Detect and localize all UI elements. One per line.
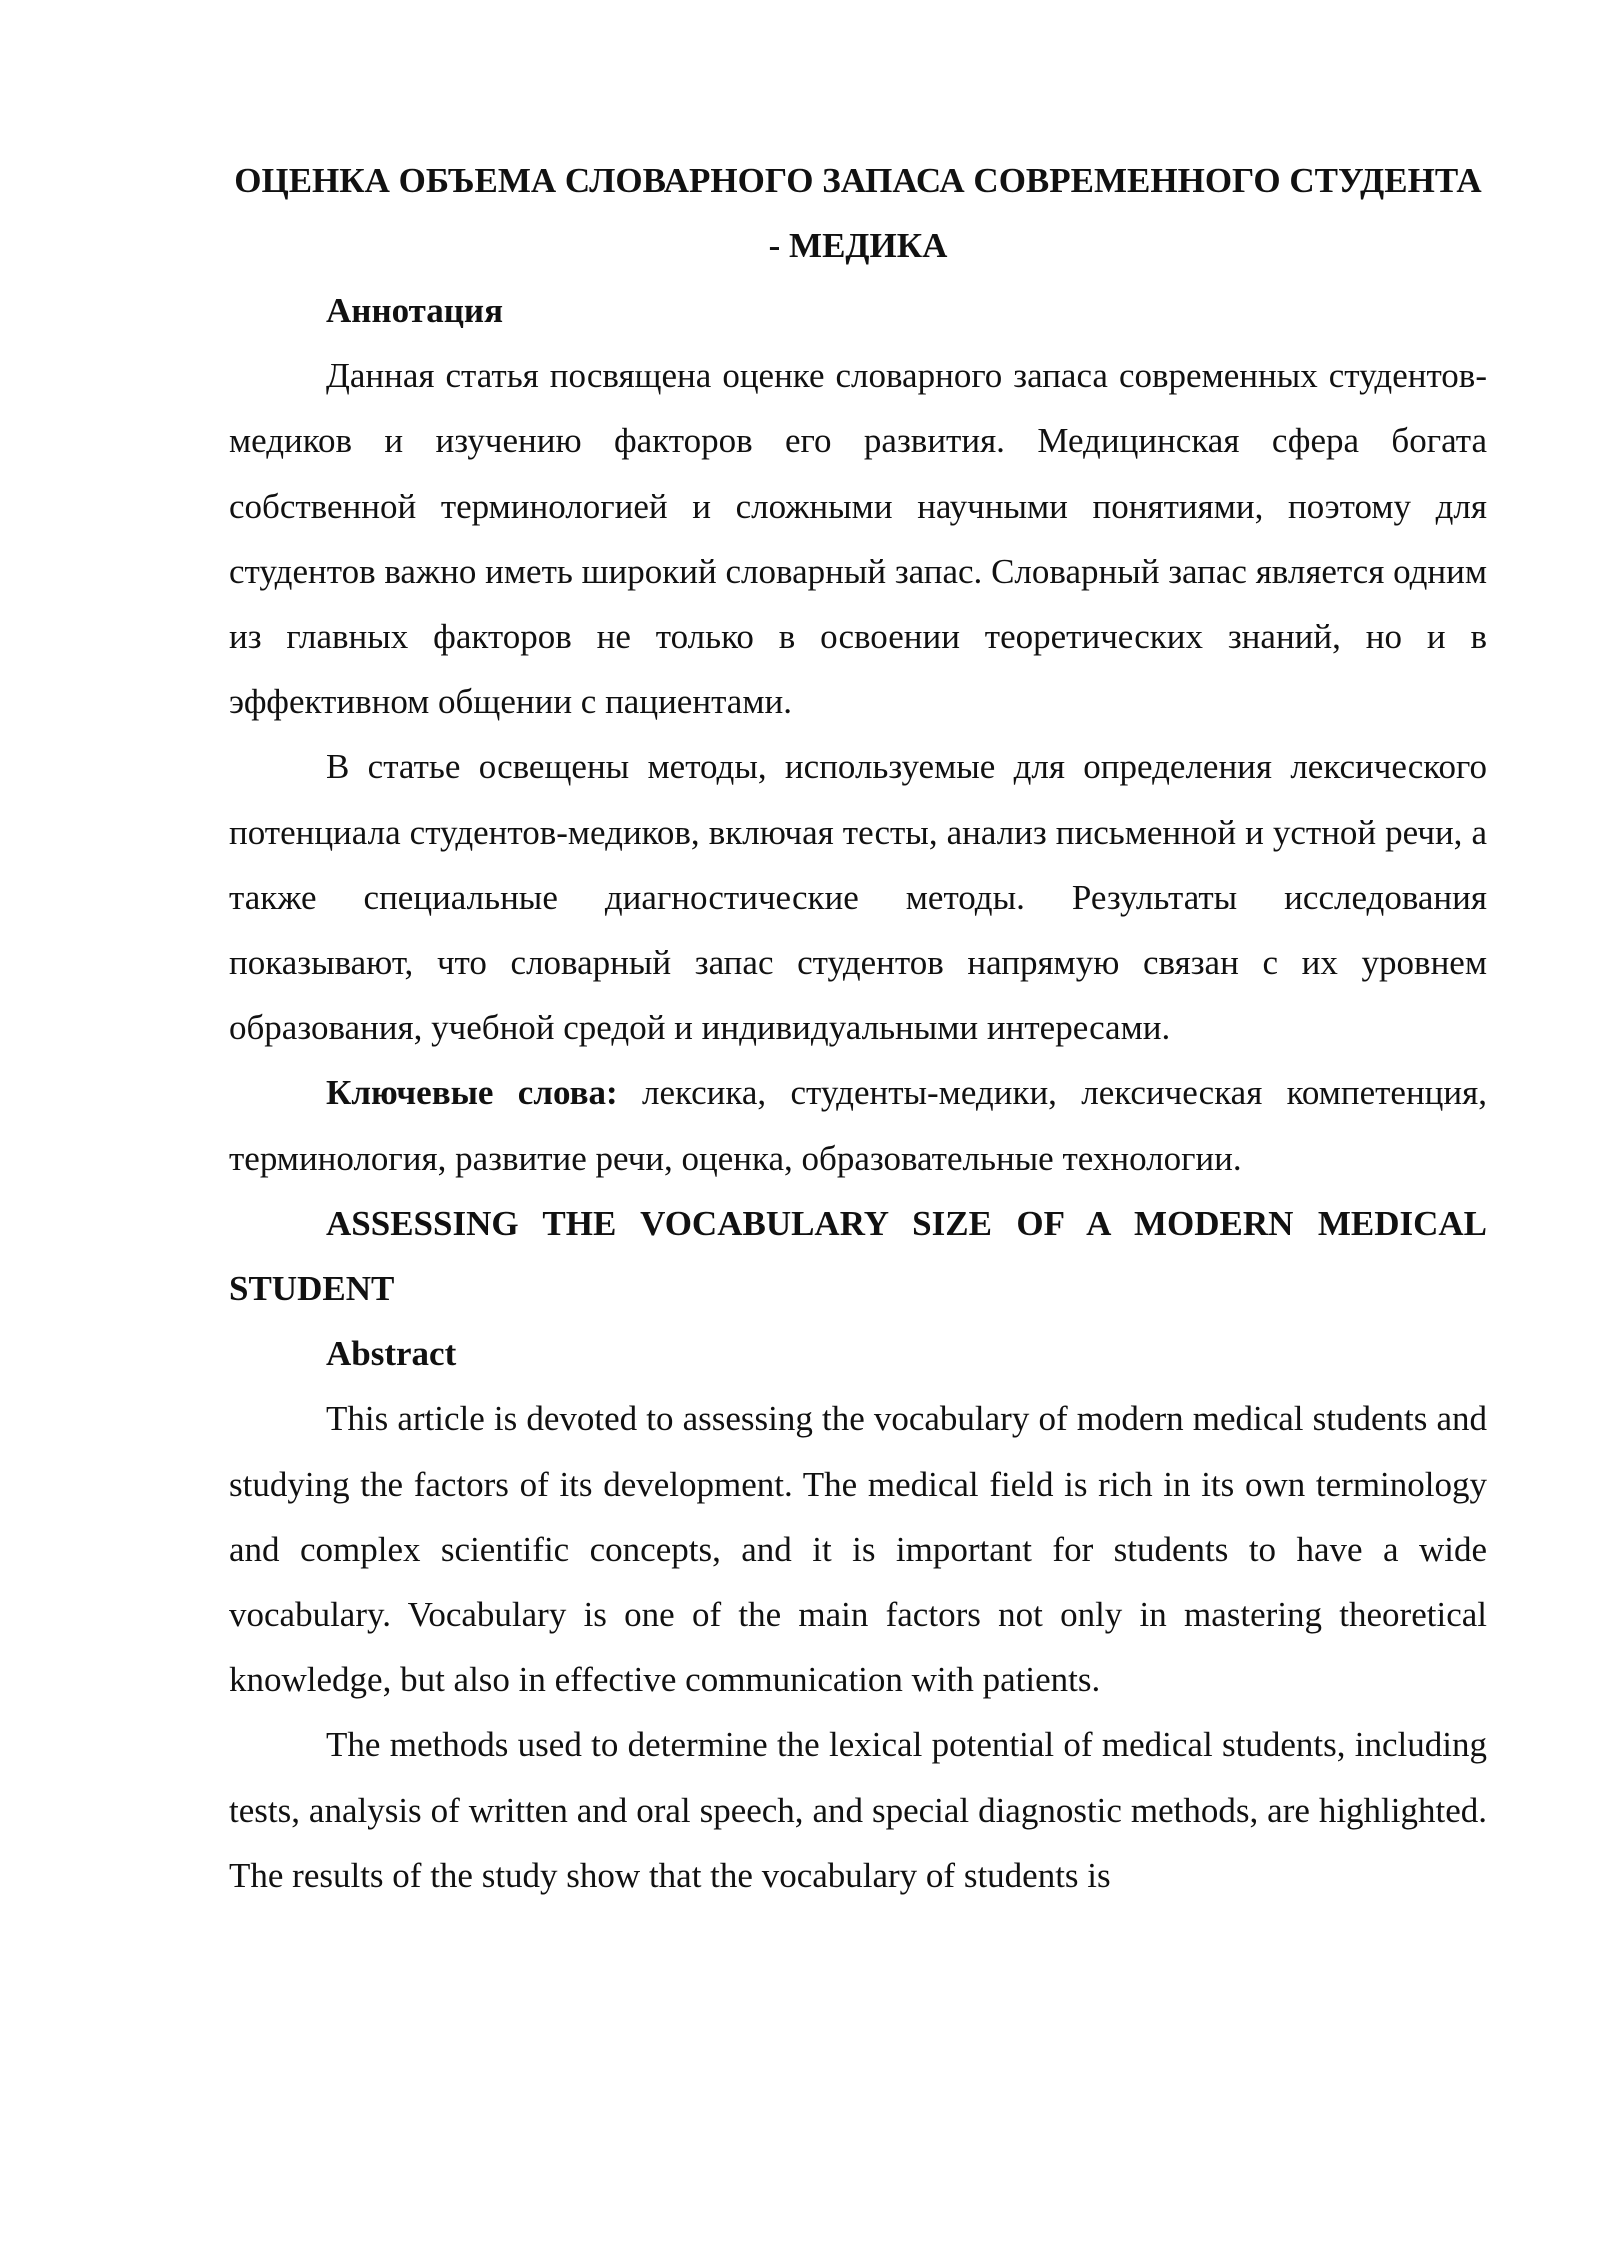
annotation-heading: Аннотация (326, 291, 504, 330)
abstract-paragraph-2: The methods used to determine the lexical potential of medical students, including tests, analysis of written and oral speech, and special diagnostic methods, are highlighted. The results of the study show that the vocabulary of students is (229, 1725, 1487, 1895)
english-title: ASSESSING THE VOCABULARY SIZE OF A MODERN MEDICAL STUDENT (229, 1203, 1487, 1309)
annotation-paragraph-1: Данная статья посвящена оценке словарного запаса современных студентов-медиков и изучению факторов его развития. Медицинская сфера богата собственной терминологией и сложными научными понятиями, поэтому для студентов важно иметь широкий словарный запас. Словарный запас является одним из главных факторов не только в освоении теоретических знаний, но и в эффективном общении с пациентами. (229, 356, 1487, 722)
abstract-heading: Abstract (326, 1334, 457, 1374)
abstract-paragraph-1: This article is devoted to assessing the vocabulary of modern medical students and studying the factors of its development. The medical field is rich in its own terminology and complex scientific concepts, and it is important for students to have a wide vocabulary. Vocabulary is one of the main factors not only in mastering theoretical knowledge, but also in effective communication with patients. (229, 1399, 1487, 1700)
keywords-label: Ключевые слова: (326, 1073, 618, 1113)
russian-title: ОЦЕНКА ОБЪЕМА СЛОВАРНОГО ЗАПАСА СОВРЕМЕННОГО СТУДЕНТА - МЕДИКА (234, 161, 1482, 265)
keywords-text: лексика, студенты-медики, лексическая компетенция, терминология, развитие речи, оценка, образовательные технологии. (229, 1073, 1487, 1178)
annotation-paragraph-2: В статье освещены методы, используемые для определения лексического потенциала студентов-медиков, включая тесты, анализ письменной и устной речи, а также специальные диагностические методы. Результаты исследования показывают, что словарный запас студентов напрямую связан с их уровнем образования, учебной средой и индивидуальными интересами. (229, 747, 1487, 1048)
keywords-paragraph (229, 1060, 1487, 1190)
document-page (229, 148, 1487, 1908)
